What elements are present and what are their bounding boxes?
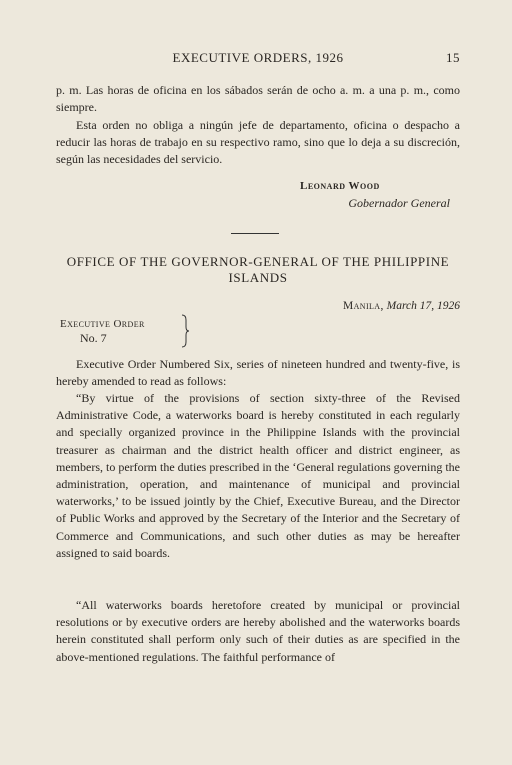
signatory-name: Leonard Wood [300,180,380,192]
body-paragraph-2: “By virtue of the provisions of section sixty-three of the Revised Administrative Code, a waterworks board is hereby constituted in each regularly and specially organized province in the Philippine Islands with the provincial treasurer as chairman and the district health officer and district engineer, as members, to perform the duties prescribed in the ‘General regulations governing the administration, operation, and maintenance of municipal and provincial waterworks,’ to be issued jointly by the Chief, Executive Bureau, and the Director of Public Works and approved by the Secretary of the Interior and the Secretary of Commerce and Communications, and such other duties as may be hereafter assigned to said boards. [56,391,460,560]
dateline-date: March 17, 1926 [386,300,460,312]
section-divider [231,233,279,234]
dateline [260,300,460,312]
order-number: No. 7 [80,331,107,345]
order-label: Executive Order [60,318,145,330]
brace-icon [180,314,190,348]
running-title: EXECUTIVE ORDERS, 1926 [172,50,344,65]
spanish-paragraph-2: Esta orden no obliga a ningún jefe de departamento, oficina o despacho a reducir las horas de trabajo en su respectivo ramo, sino que lo deja a su discreción, según las necesidades del servicio. [56,118,460,167]
body-paragraph-1: Executive Order Numbered Six, series of nineteen hundred and twenty-five, is hereby amended to read as follows: [56,357,460,389]
spanish-paragraph-1: p. m. Las horas de oficina en los sábados serán de ocho a. m. a una p. m., como siempre. [56,83,460,115]
page-number: 15 [446,50,460,65]
dateline-place: Manila, [342,300,384,312]
signatory-title: Gobernador General [348,196,450,210]
office-heading: OFFICE OF THE GOVERNOR-GENERAL OF THE PHILIPPINE ISLANDS [66,254,450,285]
body-paragraph-3: “All waterworks boards heretofore created by municipal or provincial resolutions or by executive orders are hereby abolished and the waterworks boards herein constituted shall perform only such of their duties as are specified in the above-mentioned regulations. The faithful performance of [56,598,460,664]
page-header [56,50,460,70]
